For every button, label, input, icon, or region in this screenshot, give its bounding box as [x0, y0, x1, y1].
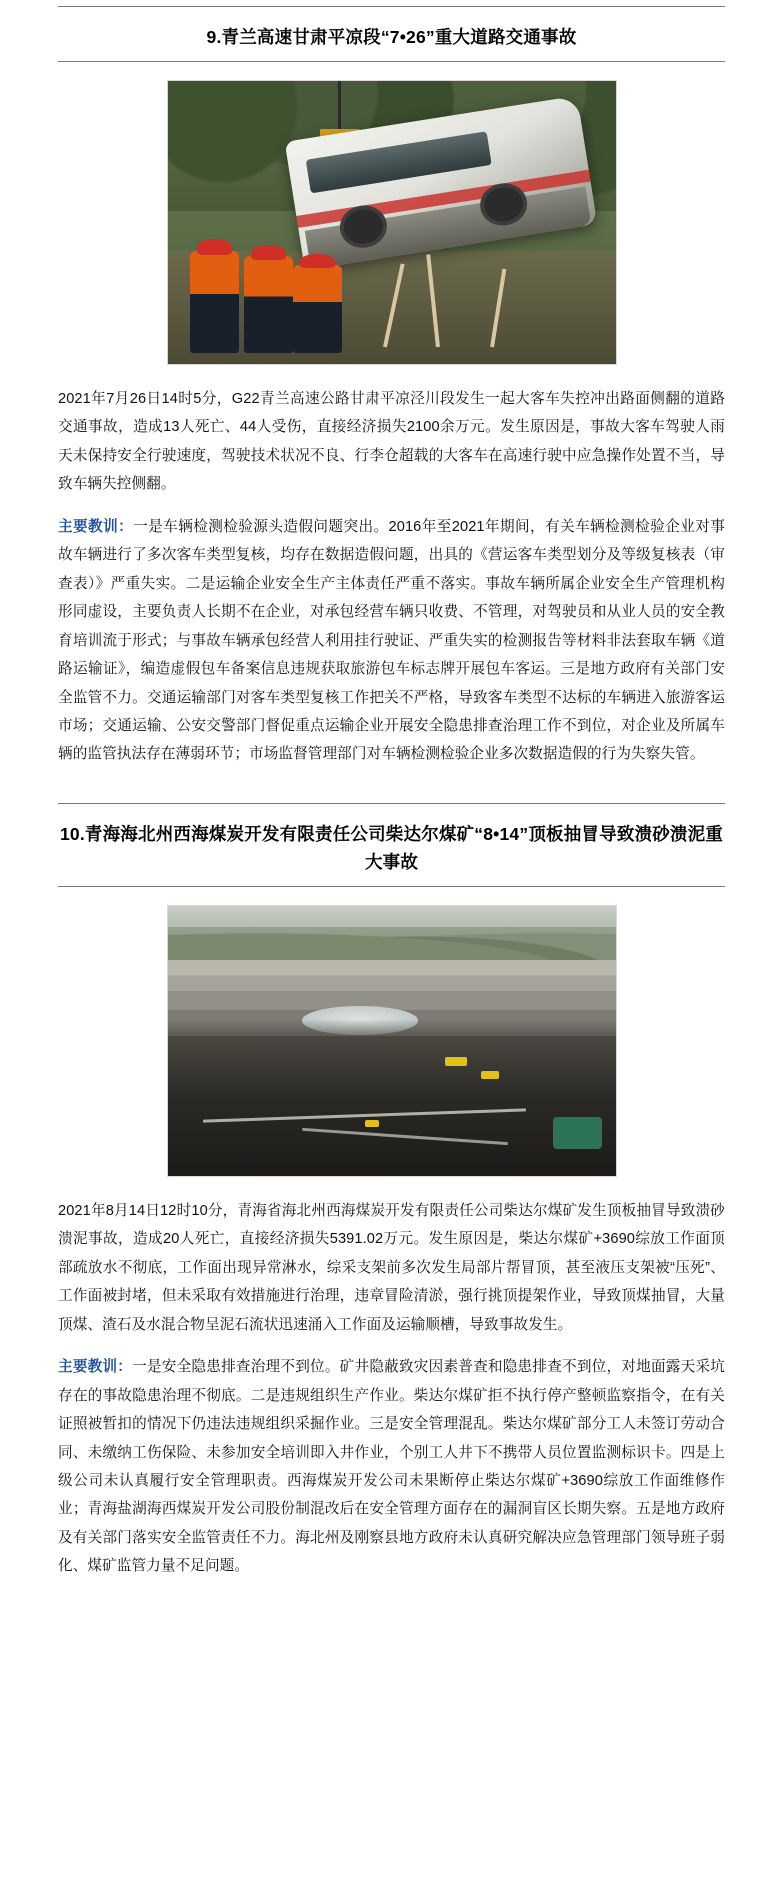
case-section-10	[0, 803, 783, 1581]
rescuer-figure	[190, 251, 239, 353]
case-section-9	[0, 6, 783, 769]
section-spacer	[0, 769, 783, 795]
lessons-text: 一是车辆检测检验源头造假问题突出。2016年至2021年期间，有关车辆检测检验企业对事故车辆进行了多次客车类型复核，均存在数据造假问题，出具的《营运客车类型划分及等级复核表（审查表）》严重失实。二是运输企业安全生产主体责任严重不落实。事故车辆所属企业安全生产管理机构形同虚设，主要负责人长期不在企业，对承包经营车辆只收费、不管理，对驾驶员和从业人员的安全教育培训流于形式；与事故车辆承包经营人利用挂行驶证、严重失实的检测报告等材料非法套取车辆《道路运输证》，编造虚假包车备案信息违规获取旅游包车标志牌开展包车客运。三是地方政府有关部门安全监管不力。交通运输部门对客车类型复核工作把关不严格，导致客车类型不达标的车辆进入旅游客运市场；交通运输、公安交警部门督促重点运输企业开展安全隐患排查治理工作不到位，对企业及所属车辆的监管执法存在薄弱环节；市场监督管理部门对车辆检测检验企业多次数据造假的行为失察失管。	[58, 518, 725, 763]
bus-window	[305, 131, 491, 193]
case-10-lessons-paragraph	[58, 1353, 725, 1581]
page-title-case-9: 9.青兰高速甘肃平凉段“7•26”重大道路交通事故	[206, 27, 577, 47]
case-10-title-block	[58, 803, 725, 887]
helmet-icon	[197, 239, 231, 255]
excavator-icon	[445, 1057, 467, 1066]
helmet-icon	[251, 245, 285, 260]
excavator-icon	[365, 1120, 379, 1127]
page-title-case-10: 10.青海海北州西海煤炭开发有限责任公司柴达尔煤矿“8•14”顶板抽冒导致溃砂溃泥重大事故	[59, 823, 724, 872]
helmet-icon	[300, 254, 334, 268]
rescuer-figure	[244, 256, 293, 352]
green-tarp-area	[553, 1117, 602, 1149]
bus-crash-photo	[167, 80, 617, 365]
pit-dark-coal-floor	[168, 1036, 616, 1176]
case-9-title-block	[58, 6, 725, 62]
case-9-lessons-paragraph	[58, 513, 725, 769]
lessons-label: 主要教训：	[58, 1359, 133, 1376]
rescuer-figure	[293, 265, 342, 353]
document-page	[0, 6, 783, 1609]
case-9-summary-paragraph: 2021年7月26日14时5分，G22青兰高速公路甘肃平凉泾川段发生一起大客车失控冲出路面侧翻的道路交通事故，造成13人死亡、44人受伤，直接经济损失2100余万元。发生原因是，事故大客车驾驶人雨天未保持安全行驶速度，驾驶技术状况不良、行李仓超载的大客车在高速行驶中应急操作处置不当，导致车辆失控侧翻。	[58, 391, 725, 493]
excavator-icon	[481, 1071, 499, 1079]
title-divider-bottom	[58, 886, 725, 887]
lessons-text: 一是安全隐患排查治理不到位。矿井隐蔽致灾因素普查和隐患排查不到位，对地面露天采坑存在的事故隐患治理不彻底。二是违规组织生产作业。柴达尔煤矿拒不执行停产整顿监察指令，在有关证照被暂扣的情况下仍违法违规组织采掘作业。三是安全管理混乱。柴达尔煤矿部分工人未签订劳动合同、未缴纳工伤保险、未参加安全培训即入井作业，个别工人井下不携带人员位置监测标识卡。四是上级公司未认真履行安全管理职责。西海煤炭开发公司未果断停止柴达尔煤矿+3690综放工作面维修作业；青海盐湖海西煤炭开发公司股份制混改后在安全管理方面存在的漏洞盲区长期失察。五是地方政府及有关部门落实安全监管责任不力。海北州及刚察县地方政府未认真研究解决应急管理部门领导班子弱化、煤矿监管力量不足问题。	[58, 1359, 725, 1575]
title-divider-bottom	[58, 61, 725, 62]
open-pit-mine-photo	[167, 905, 617, 1177]
case-10-summary-paragraph: 2021年8月14日12时10分，青海省海北州西海煤炭开发有限责任公司柴达尔煤矿发生顶板抽冒导致溃砂溃泥事故，造成20人死亡，直接经济损失5391.02万元。发生原因是，柴达尔煤矿+3690综放工作面顶部疏放水不彻底，工作面出现异常淋水，综采支架前多次发生局部片帮冒顶，甚至液压支架被“压死”、工作面被封堵，但未采取有效措施进行治理，违章冒险清淤，强行挑顶提架作业，导致顶煤抽冒，大量顶煤、渣石及水混合物呈泥石流状迅速涌入工作面及运输顺槽，导致事故发生。	[58, 1202, 725, 1333]
lessons-label: 主要教训：	[58, 518, 134, 535]
